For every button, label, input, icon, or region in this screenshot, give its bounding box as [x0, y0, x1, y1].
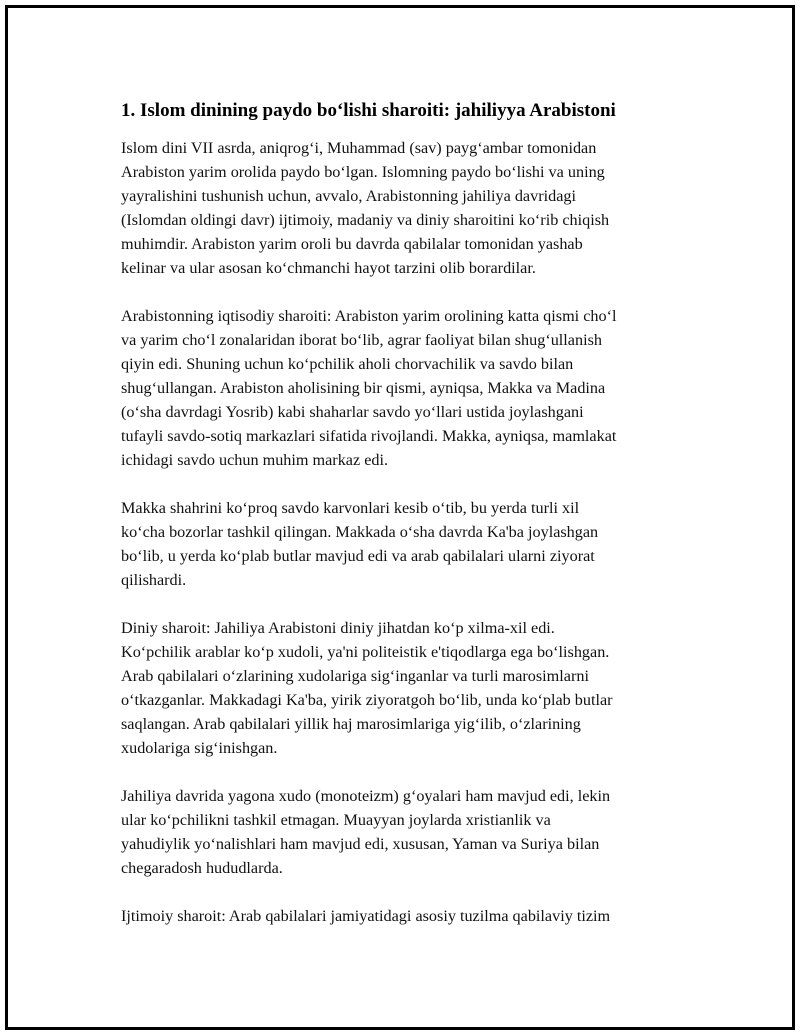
- paragraph-religious-conditions: Diniy sharoit: Jahiliya Arabistoni diniy jihatdan koʻp xilma-xil edi. Koʻpchilik arablar koʻp xudoli, ya'ni politeistik e'tiqodlarga ega boʻlishgan. Arab qabilalari oʻzlarining xudolariga sigʻinganlar va turli marosimlarni oʻtkazganlar. Makkadagi Ka'ba, yirik ziyoratgoh boʻlib, unda koʻplab butlar saqlangan. Arab qabilalari yillik haj marosimlariga yigʻilib, oʻzlarining xudolariga sigʻinishgan.: [121, 619, 613, 757]
- document-body: [121, 98, 703, 952]
- page-frame: [5, 5, 795, 1030]
- paragraph-monotheism: Jahiliya davrida yagona xudo (monoteizm) gʻoyalari ham mavjud edi, lekin ular koʻpchilikni tashkil etmagan. Muayyan joylarda xristianlik va yahudiylik yoʻnalishlari ham mavjud edi, xususan, Yaman va Suriya bilan chegaradosh hududlarda.: [121, 787, 611, 877]
- paragraph-makka-trade: Makka shahrini koʻproq savdo karvonlari kesib oʻtib, bu yerda turli xil koʻcha bozorlar tashkil qilingan. Makkada oʻsha davrda Ka'ba joylashgan boʻlib, u yerda koʻplab butlar mavjud edi va arab qabilalari ularni ziyorat qilishardi.: [121, 499, 599, 589]
- paragraph-economic-conditions: Arabistonning iqtisodiy sharoiti: Arabiston yarim orolining katta qismi choʻl va yarim choʻl zonalaridan iborat boʻlib, agrar faoliyat bilan shugʻullanish qiyin edi. Shuning uchun koʻpchilik aholi chorvachilik va savdo bilan shugʻullangan. Arabiston aholisining bir qismi, ayniqsa, Makka va Madina (oʻsha davrdagi Yosrib) kabi shaharlar savdo yoʻllari ustida joylashgani tufayli savdo-sotiq markazlari sifatida rivojlandi. Makka, ayniqsa, mamlakat ichidagi savdo uchun muhim markaz edi.: [121, 307, 617, 469]
- paragraph-intro: Islom dini VII asrda, aniqrogʻi, Muhammad (sav) paygʻambar tomonidan Arabiston yarim orolida paydo boʻlgan. Islomning paydo boʻlishi va uning yayralishini tushunish uchun, avvalo, Arabistonning jahiliya davridagi (Islomdan oldingi davr) ijtimoiy, madaniy va diniy sharoitini koʻrib chiqish muhimdir. Arabiston yarim oroli bu davrda qabilalar tomonidan yashab kelinar va ular asosan koʻchmanchi hayot tarzini olib borardilar.: [121, 139, 610, 277]
- document-title: 1. Islom dinining paydo boʻlishi sharoiti: jahiliyya Arabistoni: [121, 100, 616, 121]
- paragraph-social-conditions: Ijtimoiy sharoit: Arab qabilalari jamiyatidagi asosiy tuzilma qabilaviy tizim: [121, 907, 611, 925]
